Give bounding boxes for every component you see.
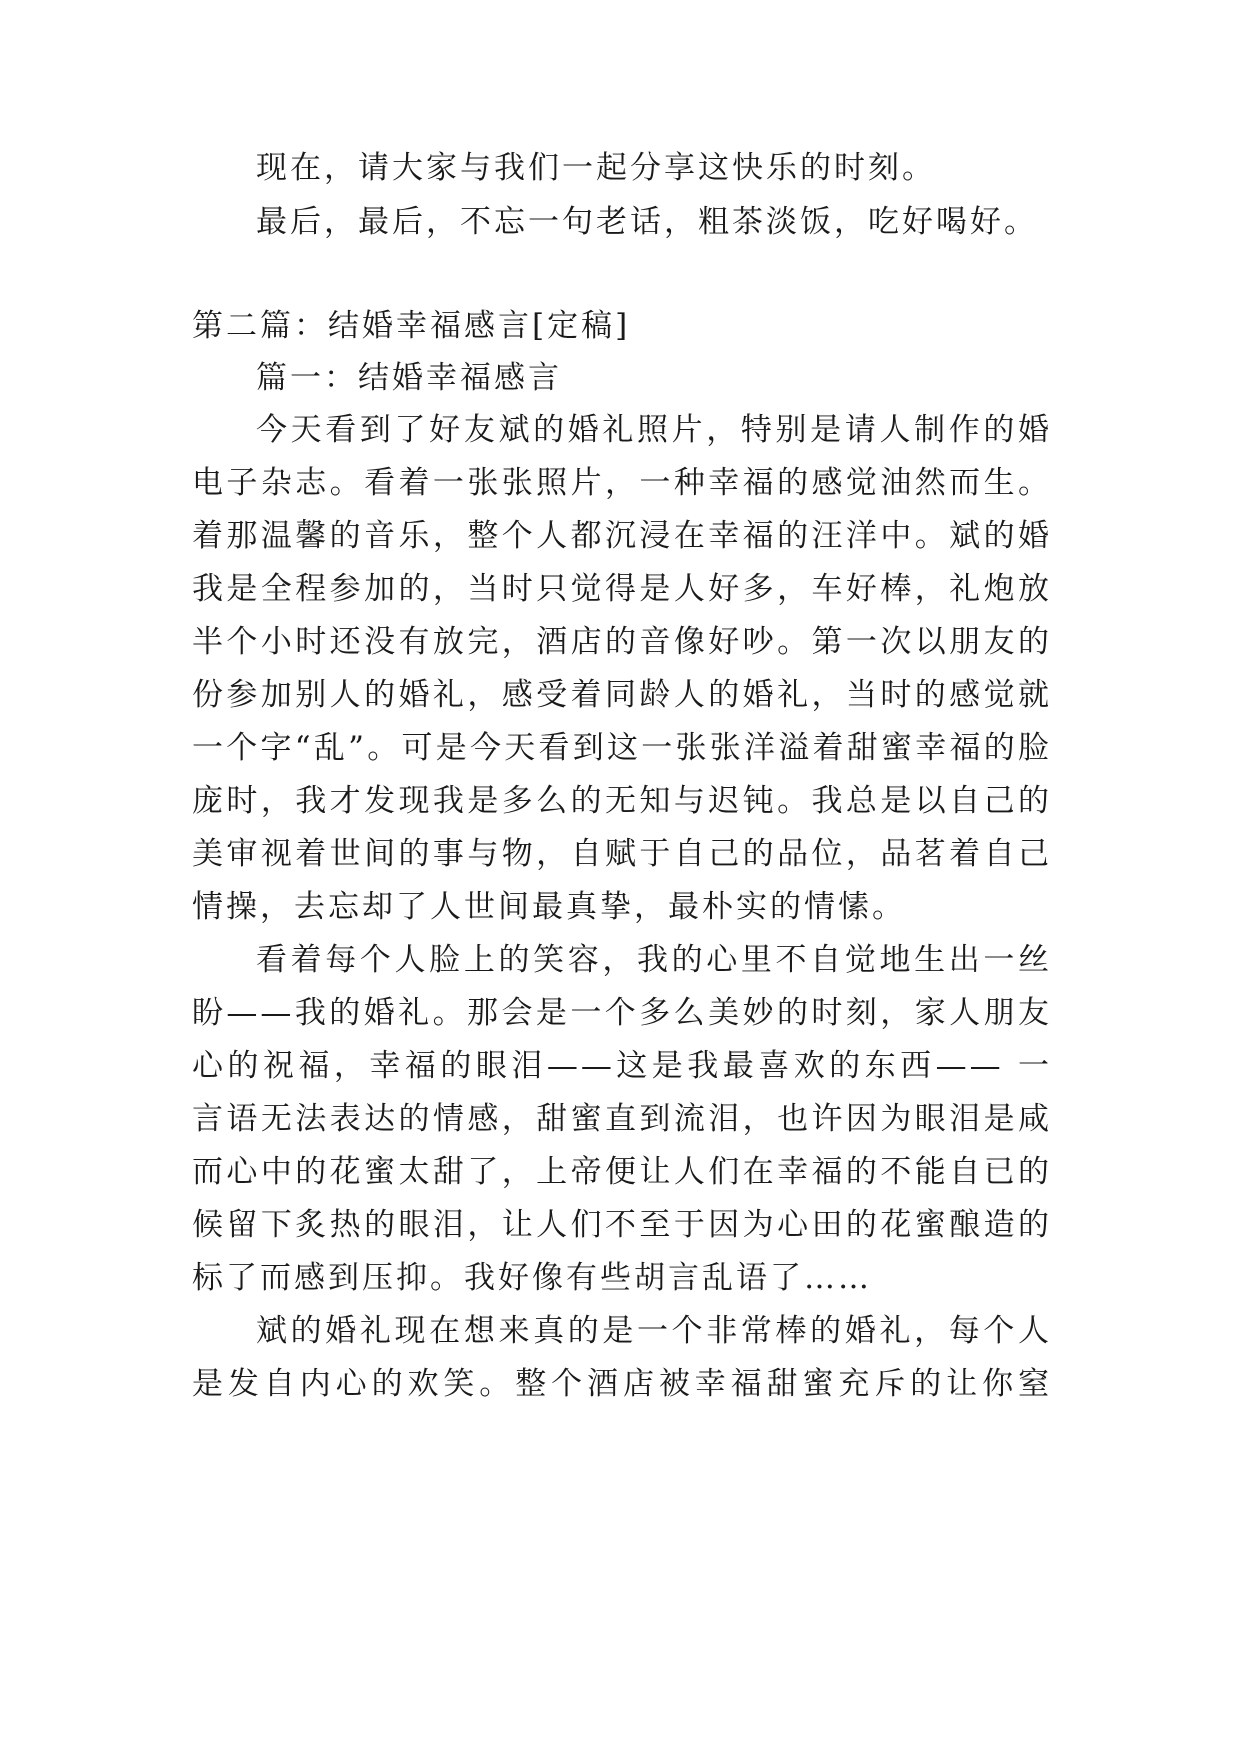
- paragraph-line: 庞时，我才发现我是多么的无知与迟钝。我总是以自己的: [192, 783, 1052, 819]
- paragraph-line: 言语无法表达的情感，甜蜜直到流泪，也许因为眼泪是咸: [192, 1101, 1052, 1137]
- paragraph-line: 我是全程参加的，当时只觉得是人好多，车好棒，礼炮放: [192, 571, 1052, 607]
- paragraph-line: 份参加别人的婚礼，感受着同龄人的婚礼，当时的感觉就: [192, 677, 1052, 713]
- paragraph-line: 是发自内心的欢笑。整个酒店被幸福甜蜜充斥的让你窒: [192, 1366, 1052, 1402]
- opening-line: 最后，最后，不忘一句老话，粗茶淡饭，吃好喝好。: [256, 204, 1038, 240]
- paragraph-line: 美审视着世间的事与物，自赋于自己的品位，品茗着自己: [192, 836, 1052, 872]
- paragraph-line: 标了而感到压抑。我好像有些胡言乱语了……: [192, 1260, 872, 1296]
- paragraph-line: 而心中的花蜜太甜了，上帝便让人们在幸福的不能自已的: [192, 1154, 1052, 1190]
- paragraph-line: 电子杂志。看着一张张照片，一种幸福的感觉油然而生。: [192, 465, 1052, 501]
- paragraph-line: 半个小时还没有放完，酒店的音像好吵。第一次以朋友的: [192, 624, 1052, 660]
- paragraph-line: 情操，去忘却了人世间最真挚，最朴实的情愫。: [192, 889, 906, 925]
- paragraph-line: 心的祝福，幸福的眼泪——这是我最喜欢的东西—— 一: [192, 1048, 1052, 1084]
- paragraph-line: 一个字“乱”。可是今天看到这一张张洋溢着甜蜜幸福的脸: [192, 730, 1052, 766]
- paragraph-line: 盼——我的婚礼。那会是一个多么美妙的时刻，家人朋友: [192, 995, 1052, 1031]
- opening-line: 现在，请大家与我们一起分享这快乐的时刻。: [256, 150, 936, 186]
- paragraph-line: 着那温馨的音乐，整个人都沉浸在幸福的汪洋中。斌的婚: [192, 518, 1052, 554]
- paragraph-line: 今天看到了好友斌的婚礼照片，特别是请人制作的婚: [256, 412, 1052, 448]
- section-heading: 第二篇：结婚幸福感言[定稿]: [192, 308, 631, 344]
- paragraph-line: 候留下炙热的眼泪，让人们不至于因为心田的花蜜酿造的: [192, 1207, 1052, 1243]
- paragraph-line: 看着每个人脸上的笑容，我的心里不自觉地生出一丝: [256, 942, 1052, 978]
- subsection-heading: 篇一：结婚幸福感言: [256, 360, 562, 396]
- paragraph-line: 斌的婚礼现在想来真的是一个非常棒的婚礼，每个人: [256, 1313, 1052, 1349]
